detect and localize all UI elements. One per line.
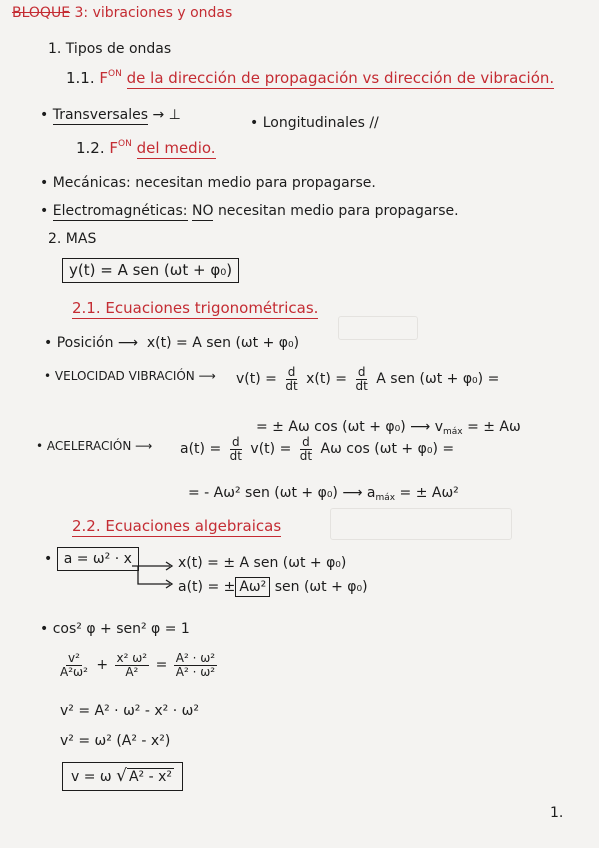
mas-main-formula: y(t) = A sen (ωt + φ₀) (62, 258, 239, 283)
fraction-equation: $\frac{\text{v²}}{\text{A²ω²}}$ + $\frac{\text{x² ω²}}{\text{A²}}$ = $\frac{\text{A² · ω²}}{\text{A² · ω²}}$ (60, 651, 216, 679)
derivative-fraction: $\frac{d}{dt}$ (355, 365, 368, 393)
v2-factored: v² = ω² (A² - x²) (60, 733, 171, 749)
posicion-row: • Posición ⟶ x(t) = A sen (ωt + φ₀) (44, 335, 300, 351)
subsection-1-1-number: 1.1. (66, 69, 95, 87)
subsection-1-1-fon: $F^{ON}$ (99, 69, 122, 87)
header-strike: BLOQUE (12, 5, 71, 21)
bullet-electromagneticas: • Electromagnéticas: NO necesitan medio para propagarse. (40, 203, 459, 219)
page-header (12, 6, 232, 21)
section-2-heading: 2. MAS (48, 231, 97, 247)
aceleracion-label: ACELERACIÓN (46, 439, 132, 453)
final-velocity-box: v = ω √ A² - x² (62, 762, 183, 791)
em-label: Electromagnéticas: (52, 203, 188, 219)
mecanicas-text: Mecánicas: necesitan medio para propagarse. (52, 175, 376, 191)
branch-arrows (130, 560, 176, 590)
subsection-2-1-text: 2.1. Ecuaciones trigonométricas. (72, 299, 319, 317)
algebraic-a: a(t) = ± Aω² sen (ωt + φ₀) (178, 579, 368, 595)
a-omega2-box: Aω² (235, 577, 270, 597)
subsection-1-2-number: 1.2. (76, 139, 105, 157)
em-no: NO (191, 203, 214, 219)
header-title: 3: vibraciones y ondas (74, 5, 233, 21)
trig-identity: cos² φ + sen² φ = 1 (52, 621, 190, 637)
derivative-fraction: $\frac{d}{dt}$ (285, 365, 298, 393)
subsection-1-1 (66, 70, 554, 87)
velocidad-label: VELOCIDAD VIBRACIÓN (54, 369, 195, 383)
aceleracion-formula: a(t) = $\frac{d}{dt}$ v(t) = $\frac{d}{dt}$ Aω cos (ωt + φ₀) = (180, 435, 455, 463)
sqrt-radicand: A² - x² (128, 769, 172, 785)
v2-expansion: v² = A² · ω² - x² · ω² (60, 703, 199, 719)
bleed-through-mark (330, 508, 512, 540)
subsection-2-1 (72, 300, 318, 317)
subsection-2-2-text: 2.2. Ecuaciones algebraicas (72, 517, 282, 535)
derivative-fraction: $\frac{d}{dt}$ (299, 435, 313, 463)
subsection-2-2 (72, 518, 281, 535)
aceleracion-row: • ACELERACIÓN ⟶ (36, 439, 153, 453)
a-omega-box: a = ω² · x (57, 547, 139, 571)
aceleracion-line-2: = - Aω² sen (ωt + φ₀) ⟶ $a_{máx}$ = ± Aω² (188, 485, 459, 503)
section-1-heading: 1. Tipos de ondas (48, 41, 172, 57)
velocidad-formula: v(t) = $\frac{d}{dt}$ x(t) = $\frac{d}{dt}$ A sen (ωt + φ₀) = (236, 365, 500, 393)
posicion-label: Posición (56, 335, 114, 351)
bleed-through-mark (338, 316, 418, 340)
em-rest: necesitan medio para propagarse. (217, 203, 459, 219)
bullet-mecanicas: • Mecánicas: necesitan medio para propagarse. (40, 175, 376, 191)
bullet-longitudinales: • Longitudinales // (250, 115, 379, 131)
longitudinales-label: Longitudinales // (262, 115, 379, 131)
posicion-formula: x(t) = A sen (ωt + φ₀) (146, 335, 300, 351)
velocidad-row: • VELOCIDAD VIBRACIÓN ⟶ (44, 369, 216, 383)
algebraic-bullet: • a = ω² · x (44, 552, 139, 567)
subsection-1-2 (76, 140, 216, 157)
subsection-1-1-text: de la dirección de propagación vs dirección de vibración. (126, 69, 555, 87)
page-number: 1. (550, 805, 564, 821)
derivative-fraction: $\frac{d}{dt}$ (229, 435, 242, 463)
velocidad-line-2: = ± Aω cos (ωt + φ₀) ⟶ $v_{máx}$ = ± Aω (256, 419, 521, 437)
algebraic-x: x(t) = ± A sen (ωt + φ₀) (178, 555, 347, 571)
identity-row: • cos² φ + sen² φ = 1 (40, 621, 190, 637)
transversales-symbol: → ⊥ (152, 107, 181, 123)
transversales-label: Transversales (52, 107, 149, 123)
bullet-transversales: • Transversales → ⊥ (40, 107, 181, 123)
subsection-1-2-text: del medio. (136, 139, 216, 157)
subsection-1-2-fon: $F^{ON}$ (109, 139, 132, 157)
